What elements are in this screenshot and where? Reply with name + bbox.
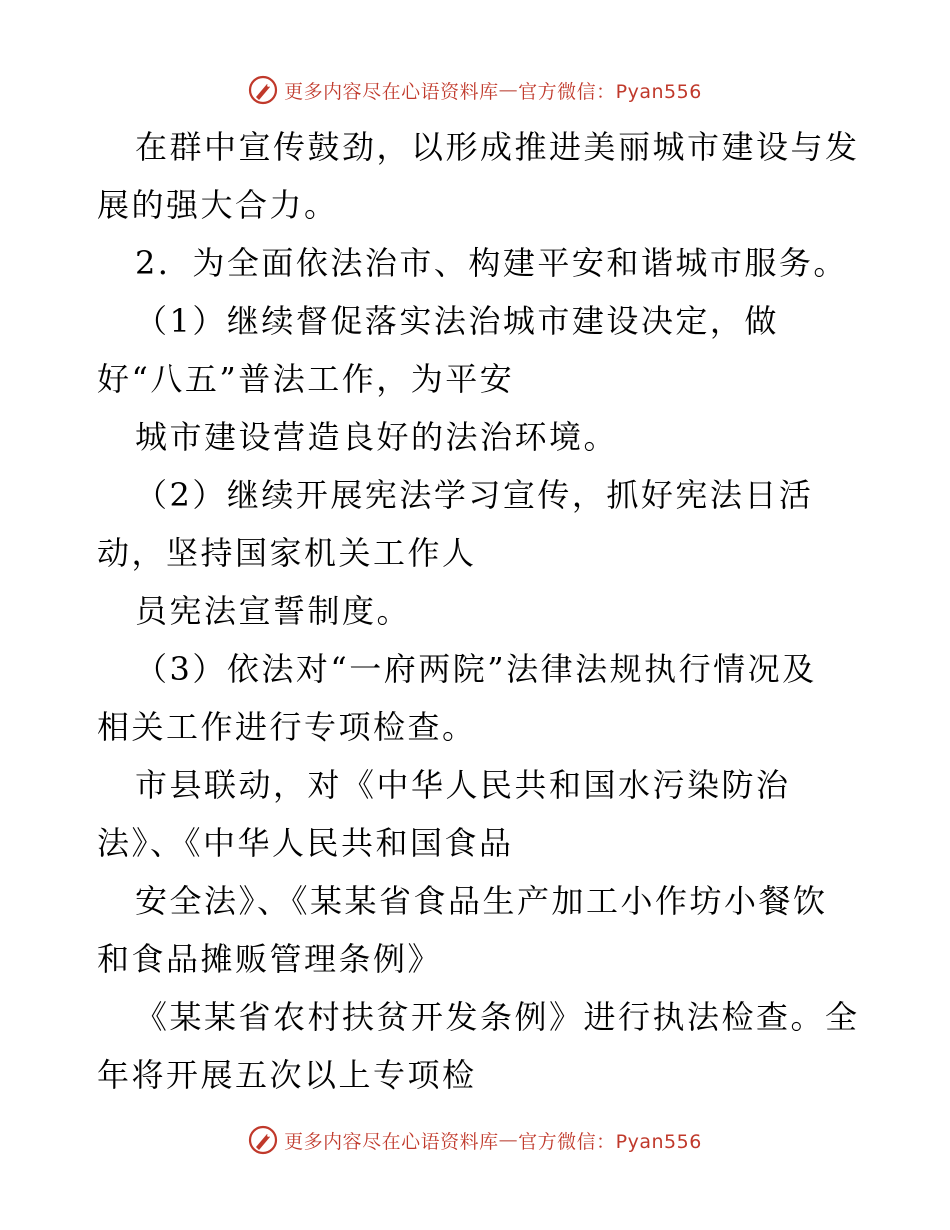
watermark-dash: — (498, 79, 519, 101)
body-line: （3）依法对“一府两院”法律法规执行情况及 (135, 650, 817, 688)
body-line: 《某某省农村扶贫开发条例》进行执法检查。全 (135, 998, 860, 1036)
body-line: 安全法》、《某某省食品生产加工小作坊小餐饮 (135, 882, 828, 920)
body-line: 员宪法宣誓制度。 (135, 592, 412, 630)
watermark-main-text: 更多内容尽在心语资料库 (284, 80, 499, 103)
body-line: 在群中宣传鼓劲，以形成推进美丽城市建设与发 (135, 128, 860, 166)
pen-nib-logo-icon (248, 1125, 278, 1155)
pen-nib-logo-icon (248, 75, 278, 105)
body-line: 好“八五”普法工作，为平安 (97, 360, 515, 398)
body-line: 和食品摊贩管理条例》 (97, 940, 443, 978)
watermark-contact-text: 官方微信：Pyan556 (518, 80, 702, 103)
body-line: （2）继续开展宪法学习宣传，抓好宪法日活 (135, 476, 814, 514)
header-watermark (0, 70, 950, 110)
body-line: 城市建设营造良好的法治环境。 (135, 418, 619, 456)
watermark-main-text: 更多内容尽在心语资料库 (284, 1130, 499, 1153)
body-line: 市县联动，对《中华人民共和国水污染防治 (135, 766, 791, 804)
body-line: 展的强大合力。 (97, 186, 339, 224)
body-line: 相关工作进行专项检查。 (97, 708, 477, 746)
body-line: 2．为全面依法治市、构建平安和谐城市服务。 (135, 244, 848, 282)
body-line: （1）继续督促落实法治城市建设决定，做 (135, 302, 779, 340)
body-line: 年将开展五次以上专项检 (97, 1056, 477, 1094)
body-line: 动，坚持国家机关工作人 (97, 534, 477, 572)
footer-watermark (0, 1120, 950, 1160)
body-line: 法》、《中华人民共和国食品 (97, 824, 514, 862)
watermark-contact-text: 官方微信：Pyan556 (518, 1130, 702, 1153)
watermark-dash: — (498, 1129, 519, 1151)
